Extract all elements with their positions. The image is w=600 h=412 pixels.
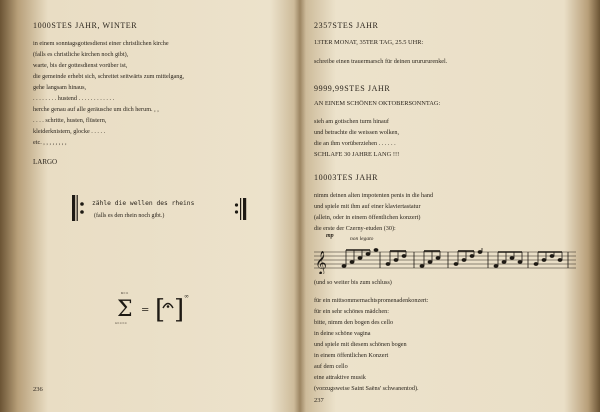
text-line: sieh am gotischen turm hinauf	[314, 118, 389, 125]
svg-text:n=∞=∞: n=∞=∞	[115, 321, 127, 325]
text-line: und spiele mit ihm auf einer klaviertastatur	[314, 203, 421, 210]
svg-text:[: [	[155, 295, 166, 325]
text-line: die erste der Czerny-etuden (30):	[314, 225, 396, 232]
text-line: auf dem cello	[314, 363, 348, 370]
text-line: herche genau auf alle geräusche um dich herum. , ,	[33, 106, 159, 113]
instruction-note: (falls es den rhein noch gibt.)	[94, 213, 165, 219]
text-line: warte, bis der gottesdienst vorüber ist,	[33, 62, 128, 69]
svg-text:=: =	[141, 305, 150, 316]
music-staff	[314, 244, 576, 279]
text-line: für ein mittsommernachtspromenadenkonzert:	[314, 297, 429, 304]
page-number-right: 237	[314, 397, 324, 404]
svg-text:]: ]	[174, 295, 185, 325]
score-dynamic: mp	[326, 233, 334, 239]
svg-text:𝄞: 𝄞	[315, 250, 327, 274]
text-line: für ein sehr schönes mädchen:	[314, 308, 389, 315]
text-line: schreibe einen trauermarsch für deinen ururururenkel.	[314, 58, 448, 65]
svg-text:n=∞: n=∞	[121, 291, 129, 295]
left-heading: 1000STES JAHR, WINTER	[33, 21, 138, 30]
text-line: gehe langsam hinaus,	[33, 84, 87, 91]
sum-fermata-formula	[113, 286, 193, 337]
repeat-start-sign	[72, 194, 88, 226]
text-line: in deine schöne vagina	[314, 330, 371, 337]
text-line: (falls es christliche kirchen noch gibt),	[33, 51, 129, 58]
text-line: und spiele mit diesem schönen bogen	[314, 341, 407, 348]
text-line: etc. , , , , , , , ,	[33, 139, 67, 146]
text-line: kleiderknistern, glocke . . . . .	[33, 128, 106, 135]
right-heading-2: 9999,99STES JAHR	[314, 84, 391, 93]
right-page	[300, 0, 600, 412]
text-line: SCHLAFE 30 JAHRE LANG !!!	[314, 151, 400, 158]
text-line: eine attraktive musik	[314, 374, 366, 381]
text-line: bitte, nimm den bogen des cello	[314, 319, 394, 326]
text-line: die an ihm vorüberziehen . . . . . .	[314, 140, 396, 147]
date-line: 13TER MONAT, 35TER TAG, 25.5 UHR:	[314, 39, 424, 46]
after-score-note: (und so weiter bis zum schluss)	[314, 279, 392, 286]
text-line: in einem öffentlichen Konzert	[314, 352, 389, 359]
score-marking: non legato	[350, 236, 374, 242]
repeat-end-sign	[234, 197, 248, 225]
occasion-line: AN EINEM SCHÖNEN OKTOBERSONNTAG:	[314, 100, 441, 107]
instruction-text: zähle die wellen des rheins	[92, 200, 195, 207]
text-line: und betrachte die weissen wolken,	[314, 129, 400, 136]
text-line: . . . . . . . . hustend . . . . . . . . . . . .	[33, 95, 115, 102]
page-number-left: 236	[33, 386, 43, 393]
text-line: (allein, oder in einem öffentlichen konzert)	[314, 214, 421, 221]
text-line: die gemeinde erhebt sich, schreitet seitwärts zum mittelgang,	[33, 73, 185, 80]
right-heading-1: 2357STES JAHR	[314, 21, 379, 30]
largo-label: LARGO	[33, 158, 58, 166]
text-line: nimm deinen alten impotenten penis in die hand	[314, 192, 434, 199]
svg-text:Σ: Σ	[117, 297, 133, 322]
text-line: . . . . schritte, husten, flüstern,	[33, 117, 107, 124]
right-heading-3: 10003TES JAHR	[314, 173, 379, 182]
svg-text:∞: ∞	[184, 293, 189, 300]
text-line: (vorzugsweise Saint Saëns' schwanentod).	[314, 385, 419, 392]
text-line: in einem sonntagsgottesdienst einer christlichen kirche	[33, 40, 169, 47]
